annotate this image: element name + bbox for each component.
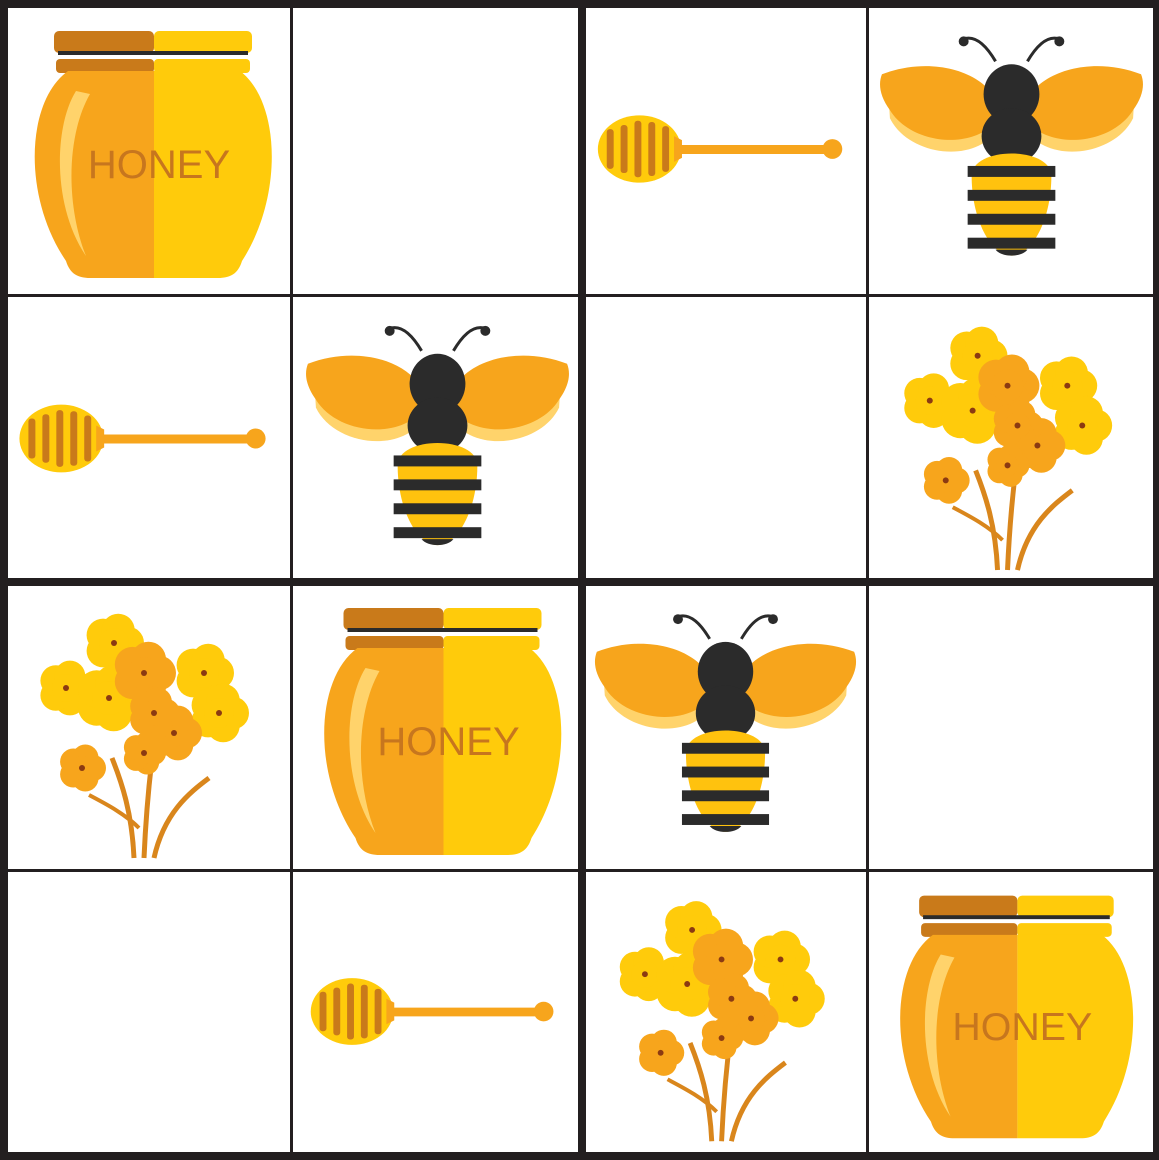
grid-cell-honey-dipper[interactable] (292, 871, 583, 1154)
grid-cell-bee[interactable] (292, 296, 583, 583)
honey-jar-label: HONEY (952, 1005, 1093, 1050)
bee-icon (868, 4, 1155, 296)
grid-cell-honey-dipper[interactable] (4, 296, 292, 583)
honey-jar-label: HONEY (377, 720, 520, 764)
honey-jar-icon (868, 871, 1155, 1154)
board-border (0, 0, 1159, 8)
grid-cell-bee[interactable] (583, 583, 868, 871)
grid-cell-flowers[interactable] (4, 583, 292, 871)
honey-dipper-icon (4, 296, 292, 583)
bee-icon (583, 583, 868, 871)
flowers-icon (4, 583, 292, 871)
honey-jar-label: HONEY (87, 143, 231, 187)
box-divider-horizontal (0, 578, 1159, 586)
honey-dipper-icon (292, 871, 583, 1154)
grid-cell-honey-jar[interactable] (292, 583, 583, 871)
grid-cell-empty[interactable] (583, 296, 868, 583)
cell-divider-horizontal (0, 869, 1159, 872)
grid-cell-honey-jar[interactable] (868, 871, 1155, 1154)
grid-cell-empty[interactable] (868, 583, 1155, 871)
honey-dipper-icon (583, 4, 868, 296)
cell-divider-horizontal (0, 294, 1159, 297)
honey-jar-icon (292, 583, 583, 871)
grid-cell-flowers[interactable] (868, 296, 1155, 583)
grid-cell-empty[interactable] (4, 871, 292, 1154)
bee-icon (292, 296, 583, 583)
grid-cell-honey-dipper[interactable] (583, 4, 868, 296)
grid-cell-bee[interactable] (868, 4, 1155, 296)
grid-cell-honey-jar[interactable] (4, 4, 292, 296)
flowers-icon (583, 871, 868, 1154)
grid-cell-empty[interactable] (292, 4, 583, 296)
flowers-icon (868, 296, 1155, 583)
grid-cell-flowers[interactable] (583, 871, 868, 1154)
board-border (0, 1152, 1159, 1160)
honey-jar-icon (4, 4, 292, 296)
